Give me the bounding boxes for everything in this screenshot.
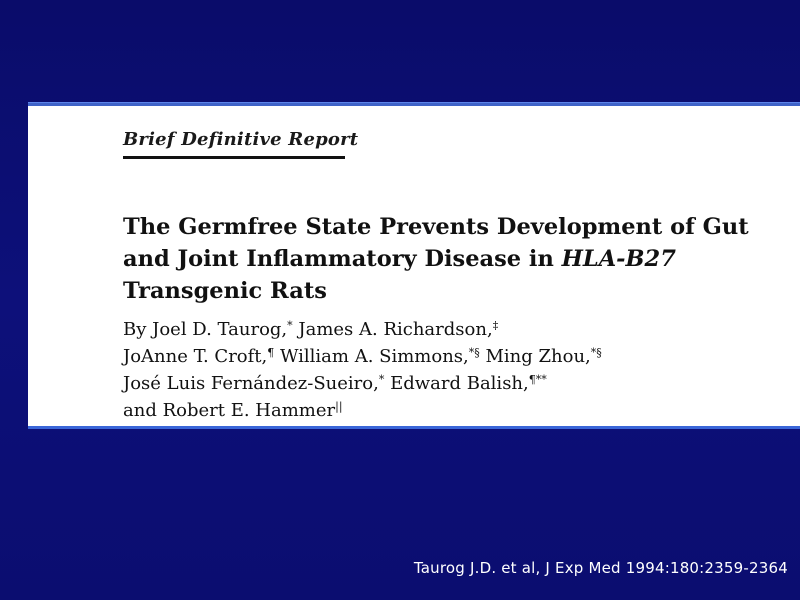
author-affiliation-mark: *§ [468, 346, 480, 359]
author-name: By Joel D. Taurog, [123, 319, 288, 340]
paper-title-part1: The Germfree State Prevents Development of Gut and Joint Inflammatory Disease in [123, 214, 749, 272]
author-name: and Robert E. Hammer [123, 400, 336, 421]
author-name: Edward Balish, [384, 373, 529, 394]
author-affiliation-mark: ¶ [267, 346, 275, 359]
citation-text: Taurog J.D. et al, J Exp Med 1994:180:2359-2364 [413, 559, 788, 577]
section-label: Brief Definitive Report [123, 129, 359, 150]
author-name: JoAnne T. Croft, [123, 346, 268, 367]
author-name: José Luis Fernández-Sueiro, [123, 373, 379, 394]
author-name: William A. Simmons, [274, 346, 469, 367]
author-affiliation-mark: ‡ [492, 319, 499, 332]
author-affiliation-mark: || [335, 400, 343, 413]
paper-title-part2: Transgenic Rats [123, 278, 327, 304]
author-list [123, 316, 763, 424]
author-name: James A. Richardson, [292, 319, 493, 340]
author-affiliation-mark: *§ [590, 346, 602, 359]
paper-excerpt-panel [28, 103, 800, 429]
author-affiliation-mark: * [378, 373, 385, 386]
author-name: Ming Zhou, [479, 346, 591, 367]
author-affiliation-mark: ¶** [528, 373, 547, 386]
section-rule [123, 156, 345, 159]
paper-title [123, 211, 763, 307]
author-affiliation-mark: * [287, 319, 293, 332]
paper-title-italic: HLA-B27 [561, 246, 676, 272]
